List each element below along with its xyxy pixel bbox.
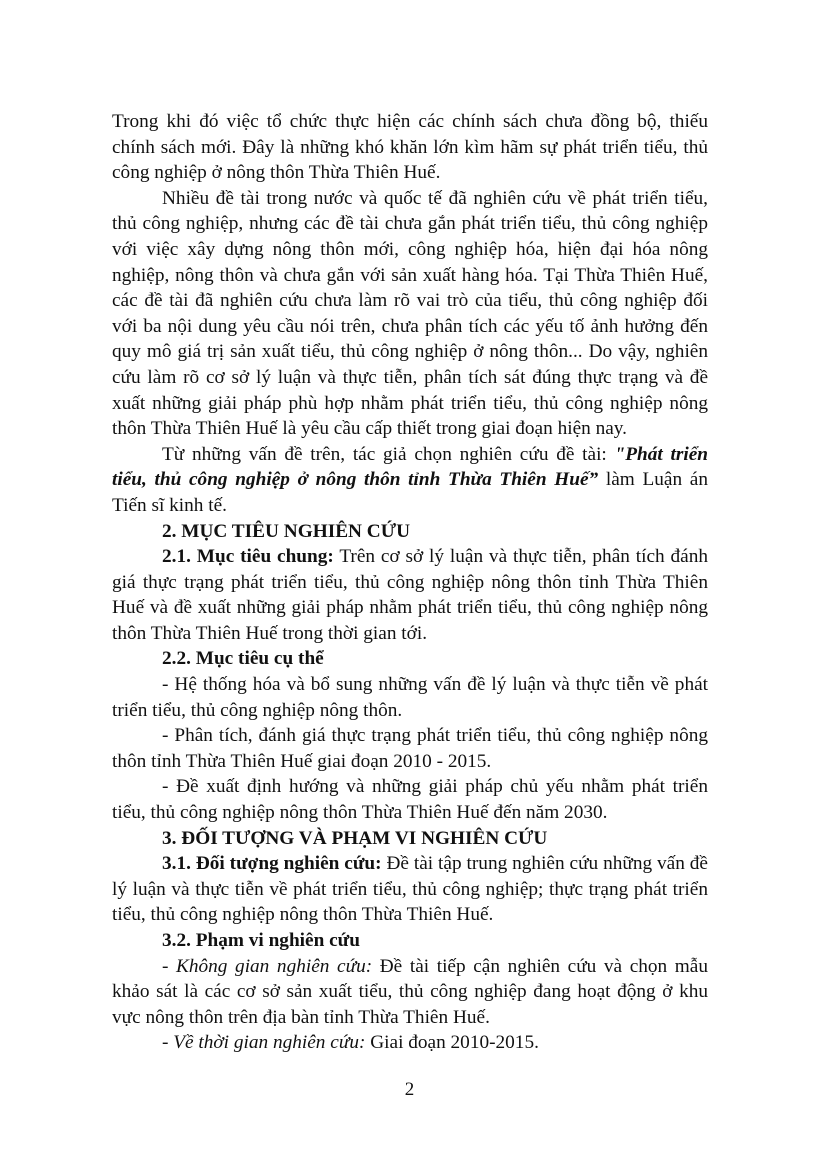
topic-lead: Từ những vấn đề trên, tác giả chọn nghiên cứu đề tài:: [162, 443, 615, 465]
general-objective-label: 2.1. Mục tiêu chung:: [162, 546, 334, 568]
space-scope-label: - Không gian nghiên cứu:: [162, 955, 373, 977]
topic-title: "Phát triển tiểu, thủ công nghiệp ở nông thôn tỉnh Thừa Thiên Huế”: [112, 443, 708, 491]
bullet-objective-1: - Hệ thống hóa và bổ sung những vấn đề lý luận và thực tiễn về phát triển tiểu, thủ công nghiệp nông thôn.: [112, 674, 708, 721]
heading-subject-scope: 3. ĐỐI TƯỢNG VÀ PHẠM VI NGHIÊN CỨU: [162, 827, 548, 849]
time-scope-text: Giai đoạn 2010-2015.: [365, 1032, 539, 1054]
paragraph-topic: [112, 442, 708, 519]
paragraph-time-scope: [112, 1030, 708, 1056]
bullet-objective-3: - Đề xuất định hướng và những giải pháp chủ yếu nhằm phát triển tiểu, thủ công nghiệp nông thôn Thừa Thiên Huế đến năm 2030.: [112, 776, 708, 824]
subject-text: Đề tài tập trung nghiên cứu những vấn đề lý luận và thực tiễn về phát triển tiểu, thủ công nghiệp; thực trạng phát triển tiểu, thủ công nghiệp nông thôn Thừa Thiên Huế.: [112, 853, 708, 926]
space-scope-text: Đề tài tiếp cận nghiên cứu và chọn mẫu khảo sát là các cơ sở sản xuất tiểu, thủ công nghiệp đang hoạt động ở khu vực nông thôn trên địa bàn tỉnh Thừa Thiên Huế.: [112, 955, 708, 1028]
document-page: [112, 109, 708, 1056]
paragraph-space-scope: [112, 954, 708, 1031]
paragraph-general-objective: [112, 544, 708, 646]
time-scope-label: - Về thời gian nghiên cứu:: [162, 1032, 366, 1054]
general-objective-text: Trên cơ sở lý luận và thực tiễn, phân tích đánh giá thực trạng phát triển tiểu, thủ công nghiệp nông thôn tỉnh Thừa Thiên Huế và đề xuất những giải pháp nhằm phát triển tiểu, thủ công nghiệp nông thôn Thừa Thiên Huế trong thời gian tới.: [112, 546, 708, 644]
paragraph-literature: Nhiều đề tài trong nước và quốc tế đã nghiên cứu về phát triển tiểu, thủ công nghiệp, nhưng các đề tài chưa gắn phát triển tiểu, thủ công nghiệp với việc xây dựng nông thôn mới, công nghiệp hóa, hiện đại hóa nông nghiệp, nông thôn và chưa gắn với sản xuất hàng hóa. Tại Thừa Thiên Huế, các đề tài đã nghiên cứu chưa làm rõ vai trò của tiểu, thủ công nghiệp đối với ba nội dung yêu cầu nói trên, chưa phân tích các yếu tố ảnh hưởng đến quy mô giá trị sản xuất tiểu, thủ công nghiệp ở nông thôn... Do vậy, nghiên cứu làm rõ cơ sở lý luận và thực tiễn, phân tích sát đúng thực trạng và đề xuất những giải pháp phù hợp nhằm phát triển tiểu, thủ công nghiệp nông thôn Thừa Thiên Huế là yêu cầu cấp thiết trong giai đoạn hiện nay.: [112, 187, 708, 440]
heading-scope: 3.2. Phạm vi nghiên cứu: [162, 930, 360, 951]
heading-objectives: 2. MỤC TIÊU NGHIÊN CỨU: [162, 520, 410, 542]
subject-label: 3.1. Đối tượng nghiên cứu:: [162, 853, 382, 875]
bullet-objective-2: - Phân tích, đánh giá thực trạng phát triển tiểu, thủ công nghiệp nông thôn tỉnh Thừa Thiên Huế giai đoạn 2010 - 2015.: [112, 725, 708, 772]
heading-specific-objectives: 2.2. Mục tiêu cụ thể: [162, 648, 324, 670]
paragraph-intro: Trong khi đó việc tổ chức thực hiện các chính sách chưa đồng bộ, thiếu chính sách mới. Đây là những khó khăn lớn kìm hãm sự phát triển tiểu, thủ công nghiệp ở nông thôn Thừa Thiên Huế.: [112, 111, 708, 184]
page-number: 2: [404, 1079, 415, 1100]
paragraph-subject: [112, 851, 708, 928]
topic-tail: làm Luận án Tiến sĩ kinh tế.: [112, 469, 708, 516]
